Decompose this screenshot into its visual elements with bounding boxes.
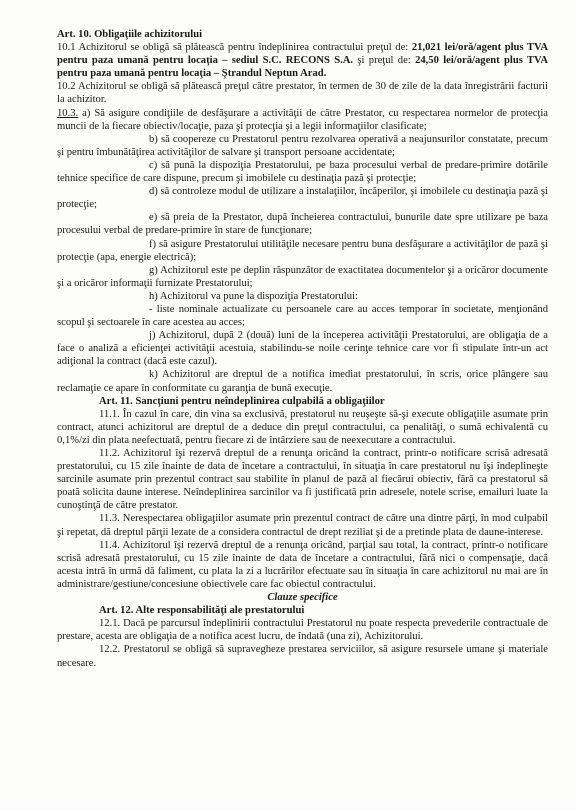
contract-text — [57, 28, 548, 670]
specific-clauses-heading: Clauze specifice — [267, 592, 338, 604]
clause-11-1: 11.1. În cazul în care, din vina sa exclusivă, prestatorul nu reuşeşte să-şi execute obligaţiile asumate prin contract, atunci achizitorul are dreptul de a deduce din preţul contractului, ca penalităţi, o sumă echivalentă cu 0,1%/zi din plata neefectuată, pentru fiecare zi de întârziere sau de neexecutare a contractului. — [57, 408, 548, 446]
clause-10-3-e: e) să preia de la Prestator, după încheierea contractului, bunurile date spre utilizare pe baza procesului verbal de predare-primire în stare de funcţionare; — [57, 212, 548, 237]
clause-12-1: 12.1. Dacă pe parcursul îndeplinirii contractului Prestatorul nu poate respecta prevederile contractuale de prestare, acesta are obligaţia de a notifica acest lucru, de îndată (una zi), Achizitorului. — [57, 618, 548, 643]
clause-10-3-c: c) să pună la dispoziţia Prestatorului, pe baza procesului verbal de predare-primire dotările tehnice specifice de care dispune, precum şi imobilele cu destinaţia pază şi protecţie; — [57, 159, 548, 185]
clause-11-2: 11.2. Achizitorul îşi rezervă dreptul de a renunţa oricând la contract, printr-o notificare scrisă adresată prestatorului, cu 15 zile înainte de data de încetare a contractului, în situaţia în care prestatorul nu îşi îndeplineşte sarcinile asumate prin prezentul contract sau stabilite în planul de pază al fiecărui obiectiv, fără ca prestatorul să poată solicita daune interese. Neîndeplinirea sarcinilor va fi justificată prin adresele, notele scrise, emailuri luate la cunoştinţă de către prestator. — [57, 448, 548, 512]
clause-10-1: 10.1 Achizitorul se obligă să plătească pentru îndeplinirea contractului preţul de: 21,021 lei/oră/agent plus TVA pentru paza umană pentru locaţia – sediul S.C. RECONS S.A. şi preţul de: 24,50 lei/oră/agent plus TVA pentru paza umană pentru locaţia – Ştrandul Neptun Arad. — [57, 42, 548, 80]
clause-10-2: 10.2 Achizitorul se obligă să plătească preţul către prestator, în termen de 30 de zile de la data înregistrării facturii la achizitor. — [57, 81, 548, 106]
clause-11-4: 11.4. Achizitorul îşi rezervă dreptul de a renunţa oricând, parţial sau total, la contract, printr-o notificare scrisă adresată prestatorului, cu 15 zile înainte de data de încetare a contractului, fără nici o compensaţie, dacă acesta intră în urmă dă faliment, cu plata la zi a lucrărilor efectuate sau în situaţia în care achizitorul nu mai are în administrare/gestiune/concesiune obiectivele care fac obiectul contractului. — [57, 539, 548, 590]
clause-10-3-h: h) Achizitorul va pune la dispoziţia Prestatorului: — [149, 290, 358, 302]
clause-12-2: 12.2. Prestatorul se obligă să supravegheze prestarea serviciilor, să asigure resursele umane şi materiale necesare. — [57, 644, 548, 669]
clause-10-3-h-list: - liste nominale actualizate cu persoanele care au acces temporar în societate, menţionând scopul şi sectoarele în care acestea au acces; — [57, 303, 548, 329]
clause-10-3-b: b) să coopereze cu Prestatorul pentru rezolvarea operativă a neajunsurilor constatate, precum şi pentru îmbunătăţirea activităţilor de salvare şi transport persoane accidentate; — [57, 133, 548, 158]
clause-11-3: 11.3. Nerespectarea obligaţiilor asumate prin prezentul contract de către una dintre părţi, în mod culpabil şi repetat, dă dreptul părţii lezate de a considera contractul de drept reziliat şi de a pretinde plata de daune-interese. — [57, 513, 548, 538]
clause-10-3-d: d) să controleze modul de utilizare a instalaţiilor, încăperilor, şi imobilele cu destinaţia pază şi protecţie; — [57, 186, 548, 211]
price-strand: 24,50 lei/oră/agent plus TVA pentru paza umană pentru locaţia – Ştrandul Neptun Arad. — [57, 55, 548, 80]
clause-10-3-k: k) Achizitorul are dreptul de a notifica imediat prestatorului, în scris, orice plângere sau reclamaţie ce apare în conformitate cu garanţia de bună execuţie. — [57, 369, 548, 394]
article-11-heading: Art. 11. Sancţiuni pentru neîndeplinirea culpabilă a obligaţiilor — [99, 395, 385, 407]
price-sediu: 21,021 lei/oră/agent plus TVA pentru paza umană pentru locaţia – sediul S.C. RECONS S.A. — [57, 42, 548, 67]
clause-10-3-j: j) Achizitorul, după 2 (două) luni de la începerea activităţii Prestatorului, are obligaţia de a face o analiză a eficienţei activităţii acestuia, stabilindu-se noile cerinţe tehnice care vor fi stipulate într-un act adiţional la contract (dacă este cazul). — [57, 330, 548, 368]
clause-10-3-f: f) să asigure Prestatorului utilităţile necesare pentru buna desfăşurare a activităţilor de pază şi protecţie (apa, energie electrică); — [57, 238, 548, 263]
article-12-heading: Art. 12. Alte responsabilităţi ale prestatorului — [99, 605, 305, 617]
clause-10-3-g: g) Achizitorul este pe deplin răspunzător de exactitatea documentelor şi a oricăror documente şi a oricăror informaţii furnizate Prestatorului; — [57, 264, 548, 289]
clause-10-1-number: 10.1 — [57, 42, 76, 54]
article-10-heading: Art. 10. Obligaţiile achizitorului — [57, 29, 203, 40]
clause-10-3-a: 10.3. a) Să asigure condiţiile de desfăşurare a activităţii de către Prestator, cu respectarea normelor de protecţia muncii de la fiecare obiectiv/locaţie, paza şi protecţia şi a legii informaţiilor clasificate; — [57, 107, 548, 132]
clause-10-3-number: 10.3. — [57, 107, 79, 119]
